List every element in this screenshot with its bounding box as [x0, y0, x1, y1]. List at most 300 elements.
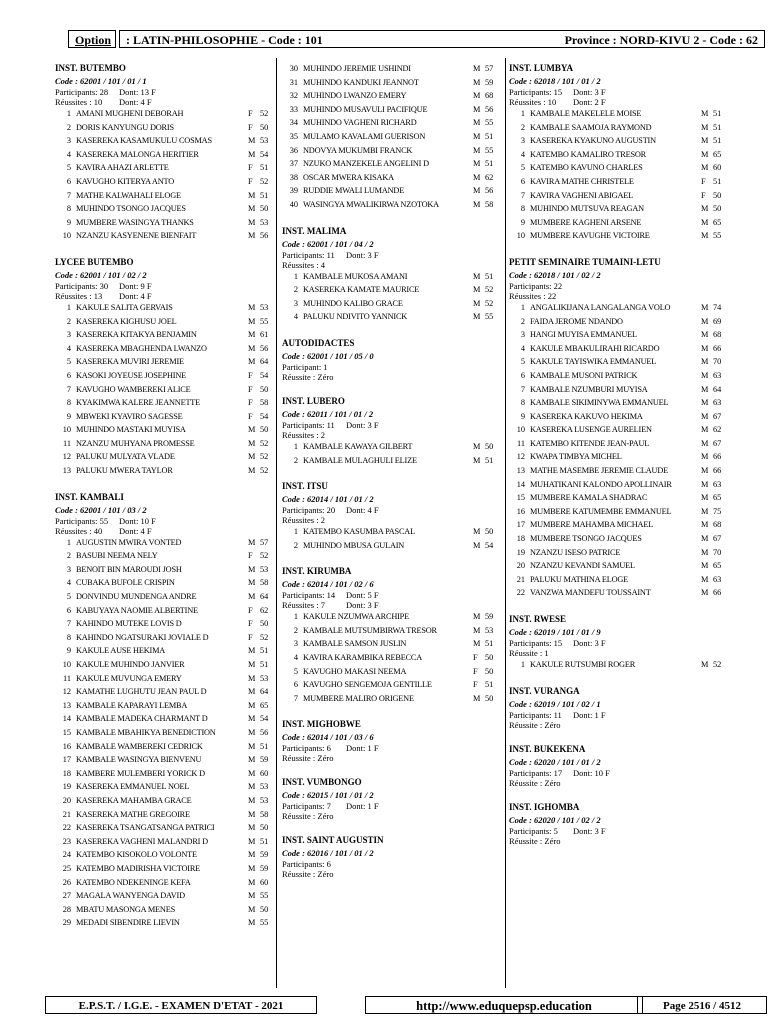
participants-line [509, 826, 737, 836]
student-name: KASEREKA MUVIRI JEREMIE [76, 357, 184, 367]
student-number: 12 [516, 452, 525, 462]
student-name: KAMBALE WASINGYA BIENVENU [76, 755, 202, 765]
student-score: 66 [713, 588, 722, 598]
student-number: 32 [289, 91, 298, 101]
school-name: INST. BUKEKENA [509, 743, 586, 754]
reussites-line [509, 720, 737, 730]
student-number: 37 [289, 159, 298, 169]
student-name: PALUKU NDIVITO YANNICK [303, 312, 408, 322]
student-name: MUHINDO KANDUKI JEANNOT [303, 77, 419, 87]
student-row [282, 678, 503, 692]
student-number: 29 [62, 918, 71, 928]
school-code: Code : 62001 / 101 / 01 / 1 [55, 76, 147, 86]
student-name: KATEMBO KASUMBA PASCAL [303, 527, 415, 537]
results-column-1 [55, 62, 273, 986]
reussites-line [282, 869, 503, 879]
student-sex: M [701, 574, 709, 584]
student-score: 70 [713, 547, 722, 557]
student-score: 51 [485, 131, 494, 141]
student-name: KASEREKA TSANGATSANGA PATRICI [76, 823, 215, 833]
student-row [282, 310, 503, 324]
results-column-3 [509, 62, 737, 986]
school-name: INST. MALIMA [282, 225, 347, 236]
student-score: 50 [485, 666, 494, 676]
student-score: 67 [713, 438, 722, 448]
student-name: MUHINDO VAGHENI RICHARD [303, 118, 417, 128]
student-row [282, 130, 503, 144]
student-number: 8 [66, 398, 71, 408]
student-name: AUGUSTIN MWIRA VONTED [76, 537, 182, 547]
reussites-line [55, 526, 273, 536]
reussites-female: Dont: 3 F [346, 600, 379, 611]
student-sex: M [248, 316, 256, 326]
student-number: 3 [520, 330, 525, 340]
student-sex: F [248, 122, 253, 132]
student-score: 52 [260, 438, 269, 448]
student-name: ANGALIKIJANA LANGALANGA VOLO [530, 302, 671, 312]
student-name: PALUKU MULYATA VLADE [76, 452, 175, 462]
student-score: 50 [713, 190, 722, 200]
student-number: 9 [66, 646, 71, 656]
student-sex: M [473, 625, 481, 635]
student-name: KAVUGHO KITERYA ANTO [76, 176, 175, 186]
student-sex: M [473, 91, 481, 101]
student-row [55, 229, 273, 243]
student-sex: M [473, 186, 481, 196]
student-sex: M [701, 398, 709, 408]
student-name: KYAKIMWA KALERE JEANNETTE [76, 398, 201, 408]
student-row [55, 107, 273, 121]
student-row [509, 410, 737, 424]
student-row [282, 144, 503, 158]
website-link[interactable] [365, 996, 643, 1014]
school-section [282, 395, 503, 467]
student-sex: M [701, 493, 709, 503]
student-row [55, 835, 273, 849]
student-sex: F [248, 605, 253, 615]
student-number: 5 [66, 357, 71, 367]
student-number: 18 [62, 768, 71, 778]
student-name: MUHINDO MASTAKI MUYISA [76, 425, 186, 435]
student-number: 1 [293, 441, 298, 451]
student-score: 55 [713, 231, 722, 241]
student-score: 56 [260, 727, 269, 737]
student-number: 6 [66, 176, 71, 186]
student-number: 24 [62, 850, 71, 860]
student-sex: M [701, 231, 709, 241]
student-row [55, 328, 273, 342]
student-number: 15 [62, 727, 71, 737]
province-label: Province : NORD-KIVU 2 - Code : 62 [564, 33, 758, 47]
student-sex: M [473, 441, 481, 451]
student-number: 4 [293, 312, 298, 322]
student-row [55, 862, 273, 876]
student-score: 55 [260, 918, 269, 928]
student-score: 51 [713, 136, 722, 146]
student-score: 68 [485, 91, 494, 101]
student-name: KAHINDO MUTEKE LOVIS D [76, 619, 182, 629]
student-score: 65 [713, 149, 722, 159]
student-score: 51 [485, 271, 494, 281]
student-row [55, 464, 273, 478]
student-sex: F [248, 411, 253, 421]
student-score: 53 [260, 673, 269, 683]
student-score: 51 [260, 660, 269, 669]
student-name: KAHINDO NGATSURAKI JOVIALE D [76, 632, 209, 642]
student-name: KAMBALE SIKIMINYWA EMMANUEL [530, 398, 669, 408]
student-number: 8 [66, 632, 71, 642]
school-name: INST. ITSU [282, 481, 328, 492]
student-row [55, 410, 273, 424]
student-row [509, 505, 737, 519]
student-name: KWAPA TIMBYA MICHEL [530, 452, 622, 462]
reussites-count: Réussites : 4 [282, 259, 325, 270]
student-score: 53 [260, 782, 269, 792]
participants-count: Participants: 7 [282, 801, 331, 812]
student-name: KASEREKA LUSENGE AURELIEN [530, 425, 652, 435]
student-sex: M [473, 693, 481, 703]
student-row [55, 821, 273, 835]
student-row [282, 692, 503, 706]
student-row [55, 590, 273, 604]
student-sex: M [701, 466, 709, 476]
student-row [509, 586, 737, 600]
student-sex: F [701, 190, 706, 200]
student-number: 35 [289, 131, 298, 141]
student-row [55, 161, 273, 175]
student-name: KAMBALE WAMBEREKI CEDRICK [76, 741, 203, 751]
school-code: Code : 62011 / 101 / 01 / 2 [282, 408, 374, 419]
participants-count: Participants: 30 [55, 280, 109, 291]
student-score: 52 [260, 452, 269, 462]
participants-count: Participants: 6 [282, 859, 331, 870]
student-sex: M [248, 836, 256, 846]
student-name: KAMBALE MBAHIKYA BENEDICTION [76, 727, 216, 737]
student-score: 60 [260, 877, 269, 887]
student-name: KAMBALE NZUMBURI MUYISA [530, 384, 648, 394]
participants-count: Participants: 28 [55, 87, 109, 97]
school-section [55, 62, 273, 243]
student-name: WASINGYA MWALIKIRWA NZOTOKA [303, 199, 439, 209]
participants-count: Participants: 17 [509, 767, 563, 778]
student-number: 2 [520, 316, 525, 326]
student-sex: M [473, 145, 481, 155]
participants-count: Participants: 11 [509, 709, 562, 720]
student-row [509, 559, 737, 573]
school-section [509, 801, 737, 846]
student-row [509, 301, 737, 315]
student-sex: M [248, 452, 256, 462]
student-score: 54 [260, 714, 269, 724]
student-row [509, 396, 737, 410]
student-sex: F [473, 680, 478, 690]
student-score: 62 [713, 425, 722, 435]
student-score: 60 [713, 163, 722, 173]
student-score: 57 [485, 64, 494, 73]
student-name: MUHINDO MBUSA GULAIN [303, 540, 405, 550]
student-row [282, 525, 503, 539]
student-row [509, 202, 737, 216]
student-number: 1 [520, 660, 525, 669]
student-row [509, 342, 737, 356]
student-number: 31 [289, 77, 298, 87]
school-name: INST. LUMBYA [509, 63, 574, 73]
student-sex: F [701, 176, 706, 186]
student-name: MUMBERE KAGHENI ARSENE [530, 217, 642, 227]
student-score: 65 [713, 493, 722, 503]
student-sex: M [701, 149, 709, 159]
participants-count: Participant: 1 [282, 361, 328, 372]
student-number: 1 [293, 612, 298, 622]
student-row [509, 148, 737, 162]
student-sex: M [248, 714, 256, 724]
participants-line [55, 281, 273, 291]
student-score: 54 [485, 540, 494, 550]
student-number: 16 [62, 741, 71, 751]
student-sex: M [701, 330, 709, 340]
student-score: 50 [485, 527, 494, 537]
student-number: 2 [293, 285, 298, 295]
school-code: Code : 62016 / 101 / 01 / 2 [282, 848, 374, 859]
student-number: 5 [66, 163, 71, 173]
student-score: 55 [485, 312, 494, 322]
student-number: 7 [293, 693, 298, 703]
student-score: 54 [260, 411, 269, 421]
student-score: 59 [260, 863, 269, 873]
student-name: MEDADI SIBENDIRE LIEVIN [76, 918, 180, 928]
student-row [55, 342, 273, 356]
participants-line [509, 87, 737, 97]
student-row [55, 301, 273, 315]
student-number: 7 [520, 384, 525, 394]
student-score: 52 [713, 660, 722, 669]
school-code: Code : 62014 / 101 / 01 / 2 [282, 494, 374, 505]
student-number: 6 [66, 370, 71, 380]
student-sex: M [701, 588, 709, 598]
participants-line [509, 638, 737, 648]
student-sex: M [701, 534, 709, 544]
student-sex: M [248, 357, 256, 367]
participants-line [282, 801, 503, 811]
student-number: 9 [520, 411, 525, 421]
student-name: KABUYAYA NAOMIE ALBERTINE [76, 605, 198, 615]
student-row [282, 637, 503, 651]
student-sex: M [701, 506, 709, 516]
student-sex: M [701, 163, 709, 173]
option-label: Option [68, 30, 116, 48]
student-score: 69 [713, 316, 722, 326]
participants-count: Participants: 15 [509, 87, 563, 97]
student-score: 74 [713, 302, 722, 312]
student-number: 8 [520, 204, 525, 214]
student-score: 75 [713, 506, 722, 516]
student-sex: M [248, 741, 256, 751]
option-box [119, 30, 765, 48]
student-row [55, 631, 273, 645]
student-row [55, 134, 273, 148]
participants-female: Dont: 1 F [346, 801, 379, 812]
school-section [55, 491, 273, 930]
student-score: 52 [260, 466, 269, 476]
reussites-count: Réussites : 7 [282, 600, 325, 611]
participants-line [509, 710, 737, 720]
participants-female: Dont: 4 F [346, 505, 379, 516]
website-url[interactable]: http://www.eduquepsp.education [416, 999, 592, 1013]
student-name: OSCAR MWERA KISAKA [303, 172, 394, 182]
student-number: 17 [516, 520, 525, 530]
student-row [509, 175, 737, 189]
student-sex: F [248, 398, 253, 408]
student-sex: M [701, 384, 709, 394]
student-score: 51 [713, 122, 722, 132]
student-number: 21 [62, 809, 71, 819]
student-sex: M [248, 850, 256, 860]
student-name: AMANI MUGHENI DEBORAH [76, 109, 184, 118]
student-name: MUMBERE KATUMEMBE EMMANUEL [530, 506, 672, 516]
student-sex: M [701, 204, 709, 214]
student-sex: M [248, 891, 256, 901]
reussites-count: Réussite : Zéro [282, 753, 334, 764]
student-row [509, 423, 737, 437]
student-score: 52 [485, 298, 494, 308]
student-number: 4 [66, 343, 71, 353]
student-number: 7 [66, 190, 71, 200]
student-name: NZANZU MUHYANA PROMESSE [76, 438, 195, 448]
student-sex: M [248, 564, 256, 574]
student-row [282, 103, 503, 117]
student-row [282, 651, 503, 665]
student-sex: M [701, 316, 709, 326]
student-name: KATEMBO KAVUNO CHARLES [530, 163, 643, 173]
student-sex: M [701, 411, 709, 421]
school-section [282, 776, 503, 821]
student-name: MAGALA WANYENGA DAVID [76, 891, 185, 901]
student-row [55, 355, 273, 369]
student-score: 50 [713, 204, 722, 214]
student-sex: M [248, 466, 256, 476]
student-score: 50 [260, 384, 269, 394]
student-number: 1 [66, 109, 71, 118]
student-score: 55 [485, 145, 494, 155]
student-number: 7 [66, 384, 71, 394]
student-row [55, 780, 273, 794]
reussites-line [282, 260, 503, 270]
student-number: 9 [66, 217, 71, 227]
student-name: KATEMBO KITENDE JEAN-PAUL [530, 438, 650, 448]
student-row [509, 658, 737, 672]
reussites-count: Réussite : Zéro [509, 835, 561, 846]
student-number: 10 [516, 425, 525, 435]
student-row [55, 604, 273, 618]
student-sex: M [701, 425, 709, 435]
school-name: INST. MIGHOBWE [282, 719, 361, 730]
student-name: MUHINDO JEREMIE USHINDI [303, 64, 411, 73]
participants-line [282, 362, 503, 372]
student-score: 51 [713, 176, 722, 186]
student-number: 3 [66, 564, 71, 574]
student-row [282, 116, 503, 130]
student-sex: M [248, 863, 256, 873]
student-sex: M [248, 660, 256, 669]
student-sex: M [248, 823, 256, 833]
student-row [509, 229, 737, 243]
student-name: KAMBALE MUKOSA AMANI [303, 271, 408, 281]
student-name: MATHE KALWAHALI ELOGE [76, 190, 181, 200]
student-row [55, 916, 273, 930]
student-name: DONVINDU MUNDENGA ANDRE [76, 592, 197, 602]
student-row [282, 665, 503, 679]
student-number: 7 [66, 619, 71, 629]
student-row [509, 450, 737, 464]
student-sex: M [473, 159, 481, 169]
student-score: 51 [485, 680, 494, 690]
student-number: 12 [62, 687, 71, 697]
student-number: 12 [62, 452, 71, 462]
school-name: INST. KAMBALI [55, 491, 124, 502]
participants-female: Dont: 3 F [573, 825, 606, 836]
student-row [509, 161, 737, 175]
student-sex: M [701, 547, 709, 557]
reussites-line [282, 372, 503, 382]
student-number: 13 [62, 700, 71, 710]
student-row [282, 283, 503, 297]
student-score: 63 [713, 370, 722, 380]
student-score: 53 [260, 136, 269, 146]
student-name: KAMATHE LUGHUTU JEAN PAUL D [76, 687, 207, 697]
student-number: 4 [293, 653, 298, 663]
school-name: INST. BUTEMBO [55, 63, 126, 73]
participants-line [282, 505, 503, 515]
student-name: KASEREKA KYAKUNO AUGUSTIN [530, 136, 656, 146]
participants-female: Dont: 1 F [573, 709, 606, 720]
student-row [55, 450, 273, 464]
reussites-line [509, 778, 737, 788]
student-number: 4 [66, 149, 71, 159]
student-score: 50 [260, 425, 269, 435]
school-code: Code : 62001 / 101 / 02 / 2 [55, 269, 147, 280]
school-section [509, 685, 737, 730]
student-score: 65 [713, 217, 722, 227]
student-number: 6 [520, 370, 525, 380]
student-sex: F [248, 109, 253, 118]
student-name: PALUKU MATHINA ELOGE [530, 574, 629, 584]
student-name: MUHINDO KALIBO GRACE [303, 298, 403, 308]
student-number: 3 [66, 136, 71, 146]
reussites-count: Réussites : 10 [509, 97, 557, 107]
student-name: MBWEKI KYAVIRO SAGESSE [76, 411, 183, 421]
student-name: KAMBALE MUTSUMBIRWA TRESOR [303, 625, 437, 635]
student-score: 55 [485, 118, 494, 128]
student-name: KAVUGHO WAMBEREKI ALICE [76, 384, 191, 394]
student-number: 2 [293, 455, 298, 465]
student-sex: M [701, 438, 709, 448]
student-score: 51 [260, 836, 269, 846]
school-name: INST. KIRUMBA [282, 566, 352, 577]
reussites-female: Dont: 2 F [573, 97, 606, 107]
reussites-count: Réussite : Zéro [509, 777, 561, 788]
student-name: NZANZU KASYENENE BIENFAIT [76, 231, 197, 241]
student-score: 63 [713, 398, 722, 408]
student-sex: M [701, 302, 709, 312]
student-row [509, 216, 737, 230]
student-number: 1 [520, 302, 525, 312]
student-name: KAMBERE MULEMBERI YORICK D [76, 768, 205, 778]
student-score: 56 [260, 231, 269, 241]
student-score: 64 [260, 687, 269, 697]
student-number: 17 [62, 755, 71, 765]
student-name: MUMBERE WASINGYA THANKS [76, 217, 194, 227]
student-name: KAVIRA KARAMBIKA REBECCA [303, 653, 423, 663]
